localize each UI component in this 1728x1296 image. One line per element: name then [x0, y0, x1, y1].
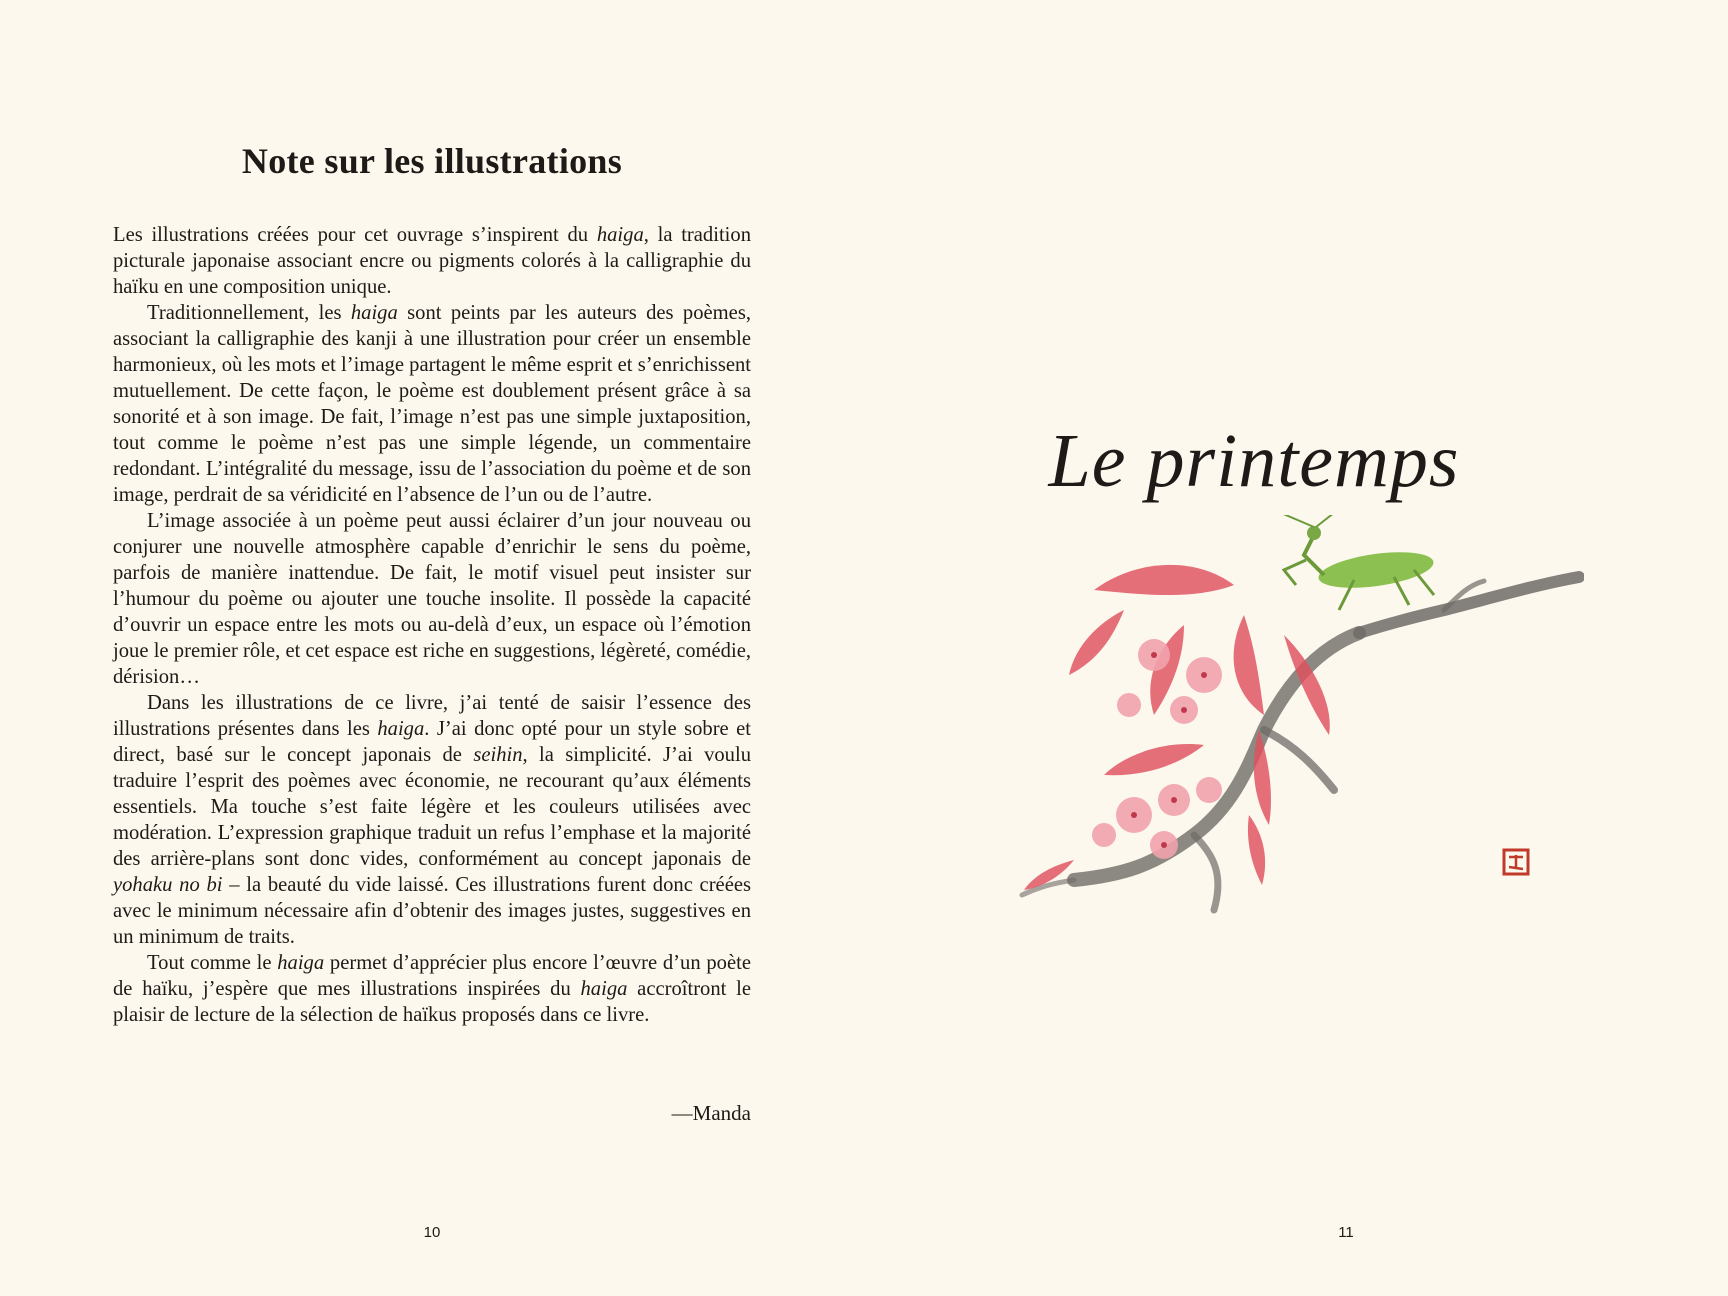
italic-term: haiga — [596, 224, 644, 246]
chapter-title: Le printemps — [1048, 419, 1460, 503]
text-run: . J’ai donc opté pour un style sobre et direct, basé sur le concept japonais de — [113, 718, 752, 766]
italic-term: haiga — [580, 978, 628, 1000]
artist-seal — [1504, 850, 1528, 874]
paragraph — [113, 300, 751, 508]
illustration-svg — [1014, 515, 1584, 955]
body-text — [113, 222, 751, 1028]
text-run: Les illustrations créées pour cet ouvrage s’inspirent du — [113, 224, 597, 246]
italic-term: yohaku no bi — [113, 874, 223, 896]
page-title: Note sur les illustrations — [241, 141, 623, 181]
text-run: Dans les illustrations de ce livre, j’ai tenté de saisir l’essence des illustrations présentes dans les — [113, 692, 751, 740]
text-run: L’image associée à un poème peut aussi éclairer d’un jour nouveau ou conjurer une nouvelle atmosphère capable d’enrichir le sens du poème, parfois de manière inattendue. De fait, le motif visuel peut insister sur l’humour du poème ou ajouter une touche insolite. Il possède la capacité d’ouvrir un espace entre les mots ou au-delà d’eux, un espace où l’émotion joue le premier rôle, et cet espace est riche en suggestions, légèreté, comédie, dérision… — [113, 510, 751, 688]
text-run: permet d’apprécier plus encore l’œuvre d’un poète de haïku, j’espère que mes illustrations inspirées du — [113, 952, 751, 1000]
paragraph — [113, 222, 751, 300]
text-run: Traditionnellement, les — [147, 302, 351, 324]
paragraph — [113, 950, 751, 1028]
text-run: – la beauté du vide laissé. Ces illustrations furent donc créées avec le minimum nécessaire afin d’obtenir des images justes, suggestives en un minimum de traits. — [113, 874, 751, 948]
mantis — [1274, 515, 1436, 610]
page-number: 11 — [1338, 1224, 1354, 1241]
text-run: accroîtront le plaisir de lecture de la sélection de haïkus proposés dans ce livre. — [113, 978, 751, 1026]
mantis-blossom-illustration — [1014, 515, 1584, 955]
page-number: 10 — [423, 1224, 441, 1241]
text-run: Tout comme le — [147, 952, 278, 974]
text-run: sont peints par les auteurs des poèmes, associant la calligraphie des kanji à une illustration pour créer un ensemble harmonieux, où les mots et l’image partagent le même esprit et s’enrichissent mutuellement. De cette façon, le poème est doublement présent grâce à sa sonorité et à son image. De fait, l’image n’est pas une simple juxtaposition, tout comme le poème n’est pas une simple légende, un commentaire redondant. L’intégralité du message, issu de l’association du poème et de son image, perdrait de sa véridicité en l’absence de l’un ou de l’autre. — [113, 302, 751, 506]
italic-term: haiga — [377, 718, 425, 740]
italic-term: seihin — [473, 744, 523, 766]
text-run: , la tradition picturale japonaise associant encre ou pigments colorés à la calligraphie du haïku en une composition unique. — [113, 224, 751, 298]
italic-term: haiga — [277, 952, 325, 974]
paragraph — [113, 690, 751, 950]
text-run: , la simplicité. J’ai voulu traduire l’esprit des poèmes avec économie, ne recourant qu’aux éléments essentiels. Ma touche s’est faite légère et les couleurs utilisées avec modération. L’expression graphique traduit un refus l’emphase et la majorité des arrière-plans sont donc vides, conformément au concept japonais de — [113, 744, 751, 870]
paragraph — [113, 508, 751, 690]
author-signature: —Manda — [671, 1101, 751, 1125]
right-page — [864, 0, 1728, 1296]
italic-term: haiga — [350, 302, 398, 324]
